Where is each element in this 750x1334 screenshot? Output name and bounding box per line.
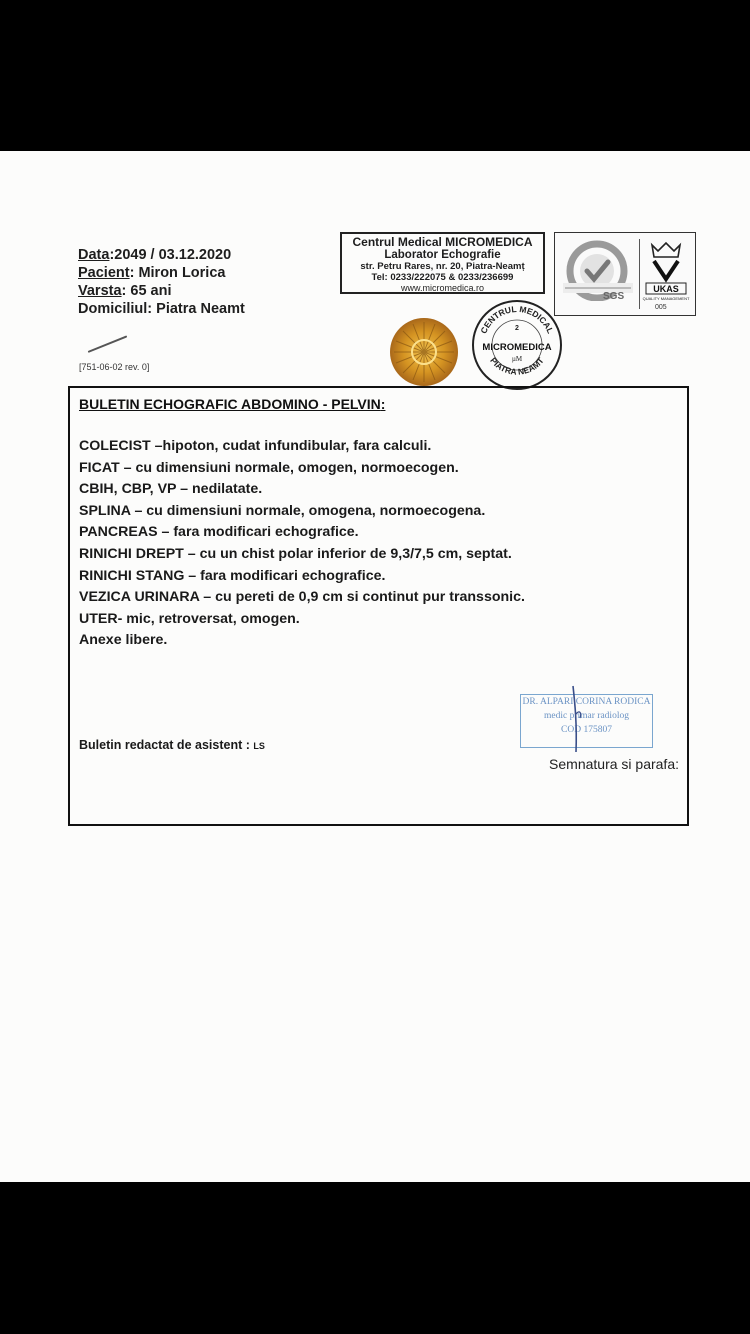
patient-info — [78, 246, 245, 318]
finding-item: PANCREAS – fara modificari echografice. — [79, 524, 359, 541]
ukas-subtitle: QUALITY MANAGEMENT — [642, 296, 690, 301]
certification-logos — [554, 232, 696, 316]
signature-label: Semnatura si parafa: — [549, 756, 679, 772]
finding-item: SPLINA – cu dimensiuni normale, omogena, normoecogena. — [79, 502, 486, 519]
stamp-sub: µM — [511, 355, 523, 363]
patient-name-line: Pacient: Miron Lorica — [78, 265, 226, 281]
form-code: [751-06-02 rev. 0] — [79, 362, 150, 372]
ukas-text: UKAS — [653, 284, 679, 294]
iso-certification-icon — [561, 239, 637, 301]
hologram-seal-icon — [388, 316, 460, 388]
finding-item: RINICHI STANG – fara modificari echografice. — [79, 567, 386, 584]
finding-item: UTER- mic, retroversat, omogen. — [79, 610, 300, 627]
stamp-name: MICROMEDICA — [482, 342, 552, 353]
report-title: BULETIN ECHOGRAFIC ABDOMINO - PELVIN: — [79, 396, 386, 412]
clinic-header — [340, 232, 545, 294]
clinic-round-stamp — [470, 298, 564, 392]
assistant-note: Buletin redactat de asistent : LS — [79, 738, 265, 752]
residence-line: Domiciliul: Piatra Neamt — [78, 301, 245, 317]
doctor-title: medic primar radiolog — [544, 711, 629, 721]
ultrasound-report — [68, 386, 689, 826]
pen-mark — [88, 335, 128, 353]
age-line: Varsta: 65 ani — [78, 283, 172, 299]
clinic-phone: Tel: 0233/222075 & 0233/236699 — [371, 272, 514, 283]
clinic-lab: Laborator Echografie — [384, 249, 501, 261]
clinic-name: Centrul Medical MICROMEDICA — [352, 235, 533, 249]
stamp-bottom-text: PIATRA NEAMT — [488, 355, 546, 377]
finding-item: Anexe libere. — [79, 632, 168, 649]
finding-item: COLECIST –hipoton, cudat infundibular, fara calculi. — [79, 438, 432, 454]
finding-item: CBIH, CBP, VP – nedilatate. — [79, 481, 263, 498]
doctor-name: DR. ALPARI CORINA RODICA — [522, 697, 651, 707]
handwritten-signature — [567, 684, 587, 754]
stamp-number: 2 — [515, 325, 519, 332]
finding-item: VEZICA URINARA – cu pereti de 0,9 cm si continut pur transsonic. — [79, 589, 525, 606]
date-line: Data:2049 / 03.12.2020 — [78, 247, 232, 263]
sgs-label: SGS — [603, 291, 625, 302]
stamp-top-text: CENTRUL MEDICAL — [478, 303, 556, 336]
findings-list — [79, 436, 525, 652]
doctor-code: COD 175807 — [561, 725, 612, 735]
finding-item: RINICHI DREPT – cu un chist polar inferior de 9,3/7,5 cm, septat. — [79, 545, 512, 562]
clinic-website: www.micromedica.ro — [400, 283, 485, 293]
finding-item: FICAT – cu dimensiuni normale, omogen, normoecogen. — [79, 459, 459, 476]
clinic-address: str. Petru Rares, nr. 20, Piatra-Neamț — [360, 261, 525, 272]
ukas-number: 005 — [655, 304, 667, 311]
ukas-crown-icon — [639, 239, 692, 309]
